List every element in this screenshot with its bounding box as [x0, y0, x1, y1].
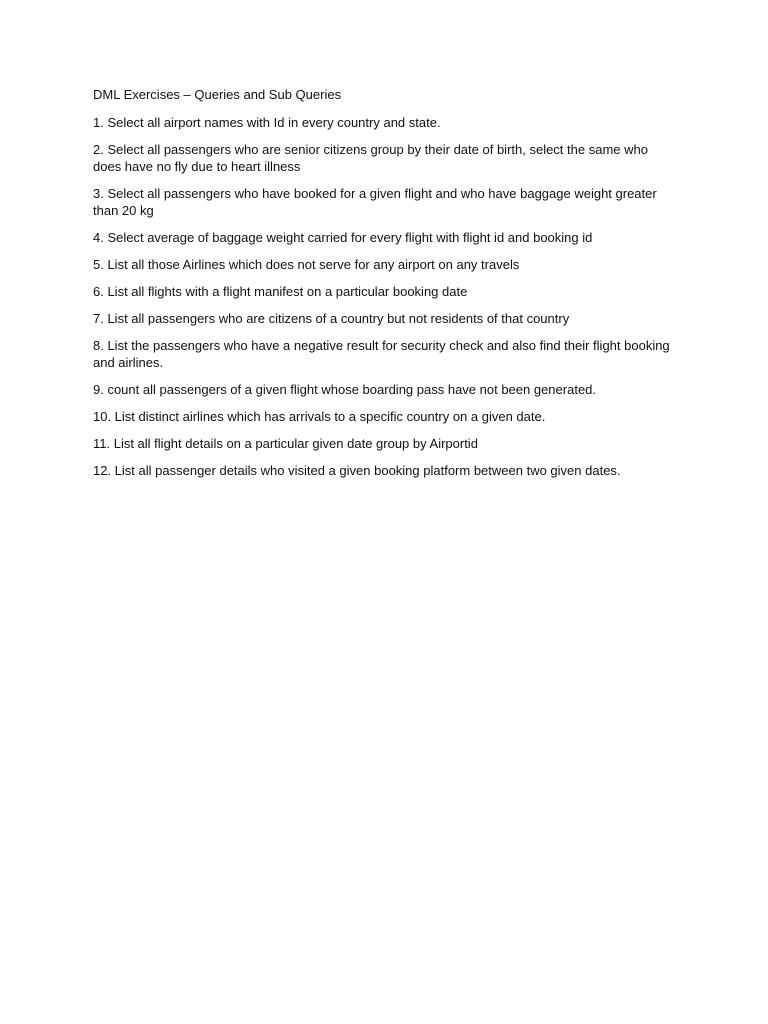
document-body [93, 86, 678, 489]
exercise-item: 3. Select all passengers who have booked for a given flight and who have baggage weight greater than 20 kg [93, 186, 657, 218]
exercise-item: 9. count all passengers of a given flight whose boarding pass have not been generated. [93, 382, 597, 397]
exercise-item: 1. Select all airport names with Id in every country and state. [93, 115, 441, 130]
exercise-item: 5. List all those Airlines which does not serve for any airport on any travels [93, 257, 520, 272]
exercise-item: 12. List all passenger details who visited a given booking platform between two given dates. [93, 463, 621, 478]
exercise-item: 11. List all flight details on a particular given date group by Airportid [93, 436, 478, 451]
exercise-item: 8. List the passengers who have a negative result for security check and also find their flight booking and airlines. [93, 338, 670, 370]
exercise-item: 10. List distinct airlines which has arrivals to a specific country on a given date. [93, 409, 546, 424]
exercise-item: 7. List all passengers who are citizens of a country but not residents of that country [93, 311, 570, 326]
exercise-item: 2. Select all passengers who are senior citizens group by their date of birth, select the same who does have no fly due to heart illness [93, 142, 648, 174]
exercise-item: 4. Select average of baggage weight carried for every flight with flight id and booking id [93, 230, 593, 245]
document-title: DML Exercises – Queries and Sub Queries [93, 87, 342, 102]
exercise-item: 6. List all flights with a flight manifest on a particular booking date [93, 284, 468, 299]
